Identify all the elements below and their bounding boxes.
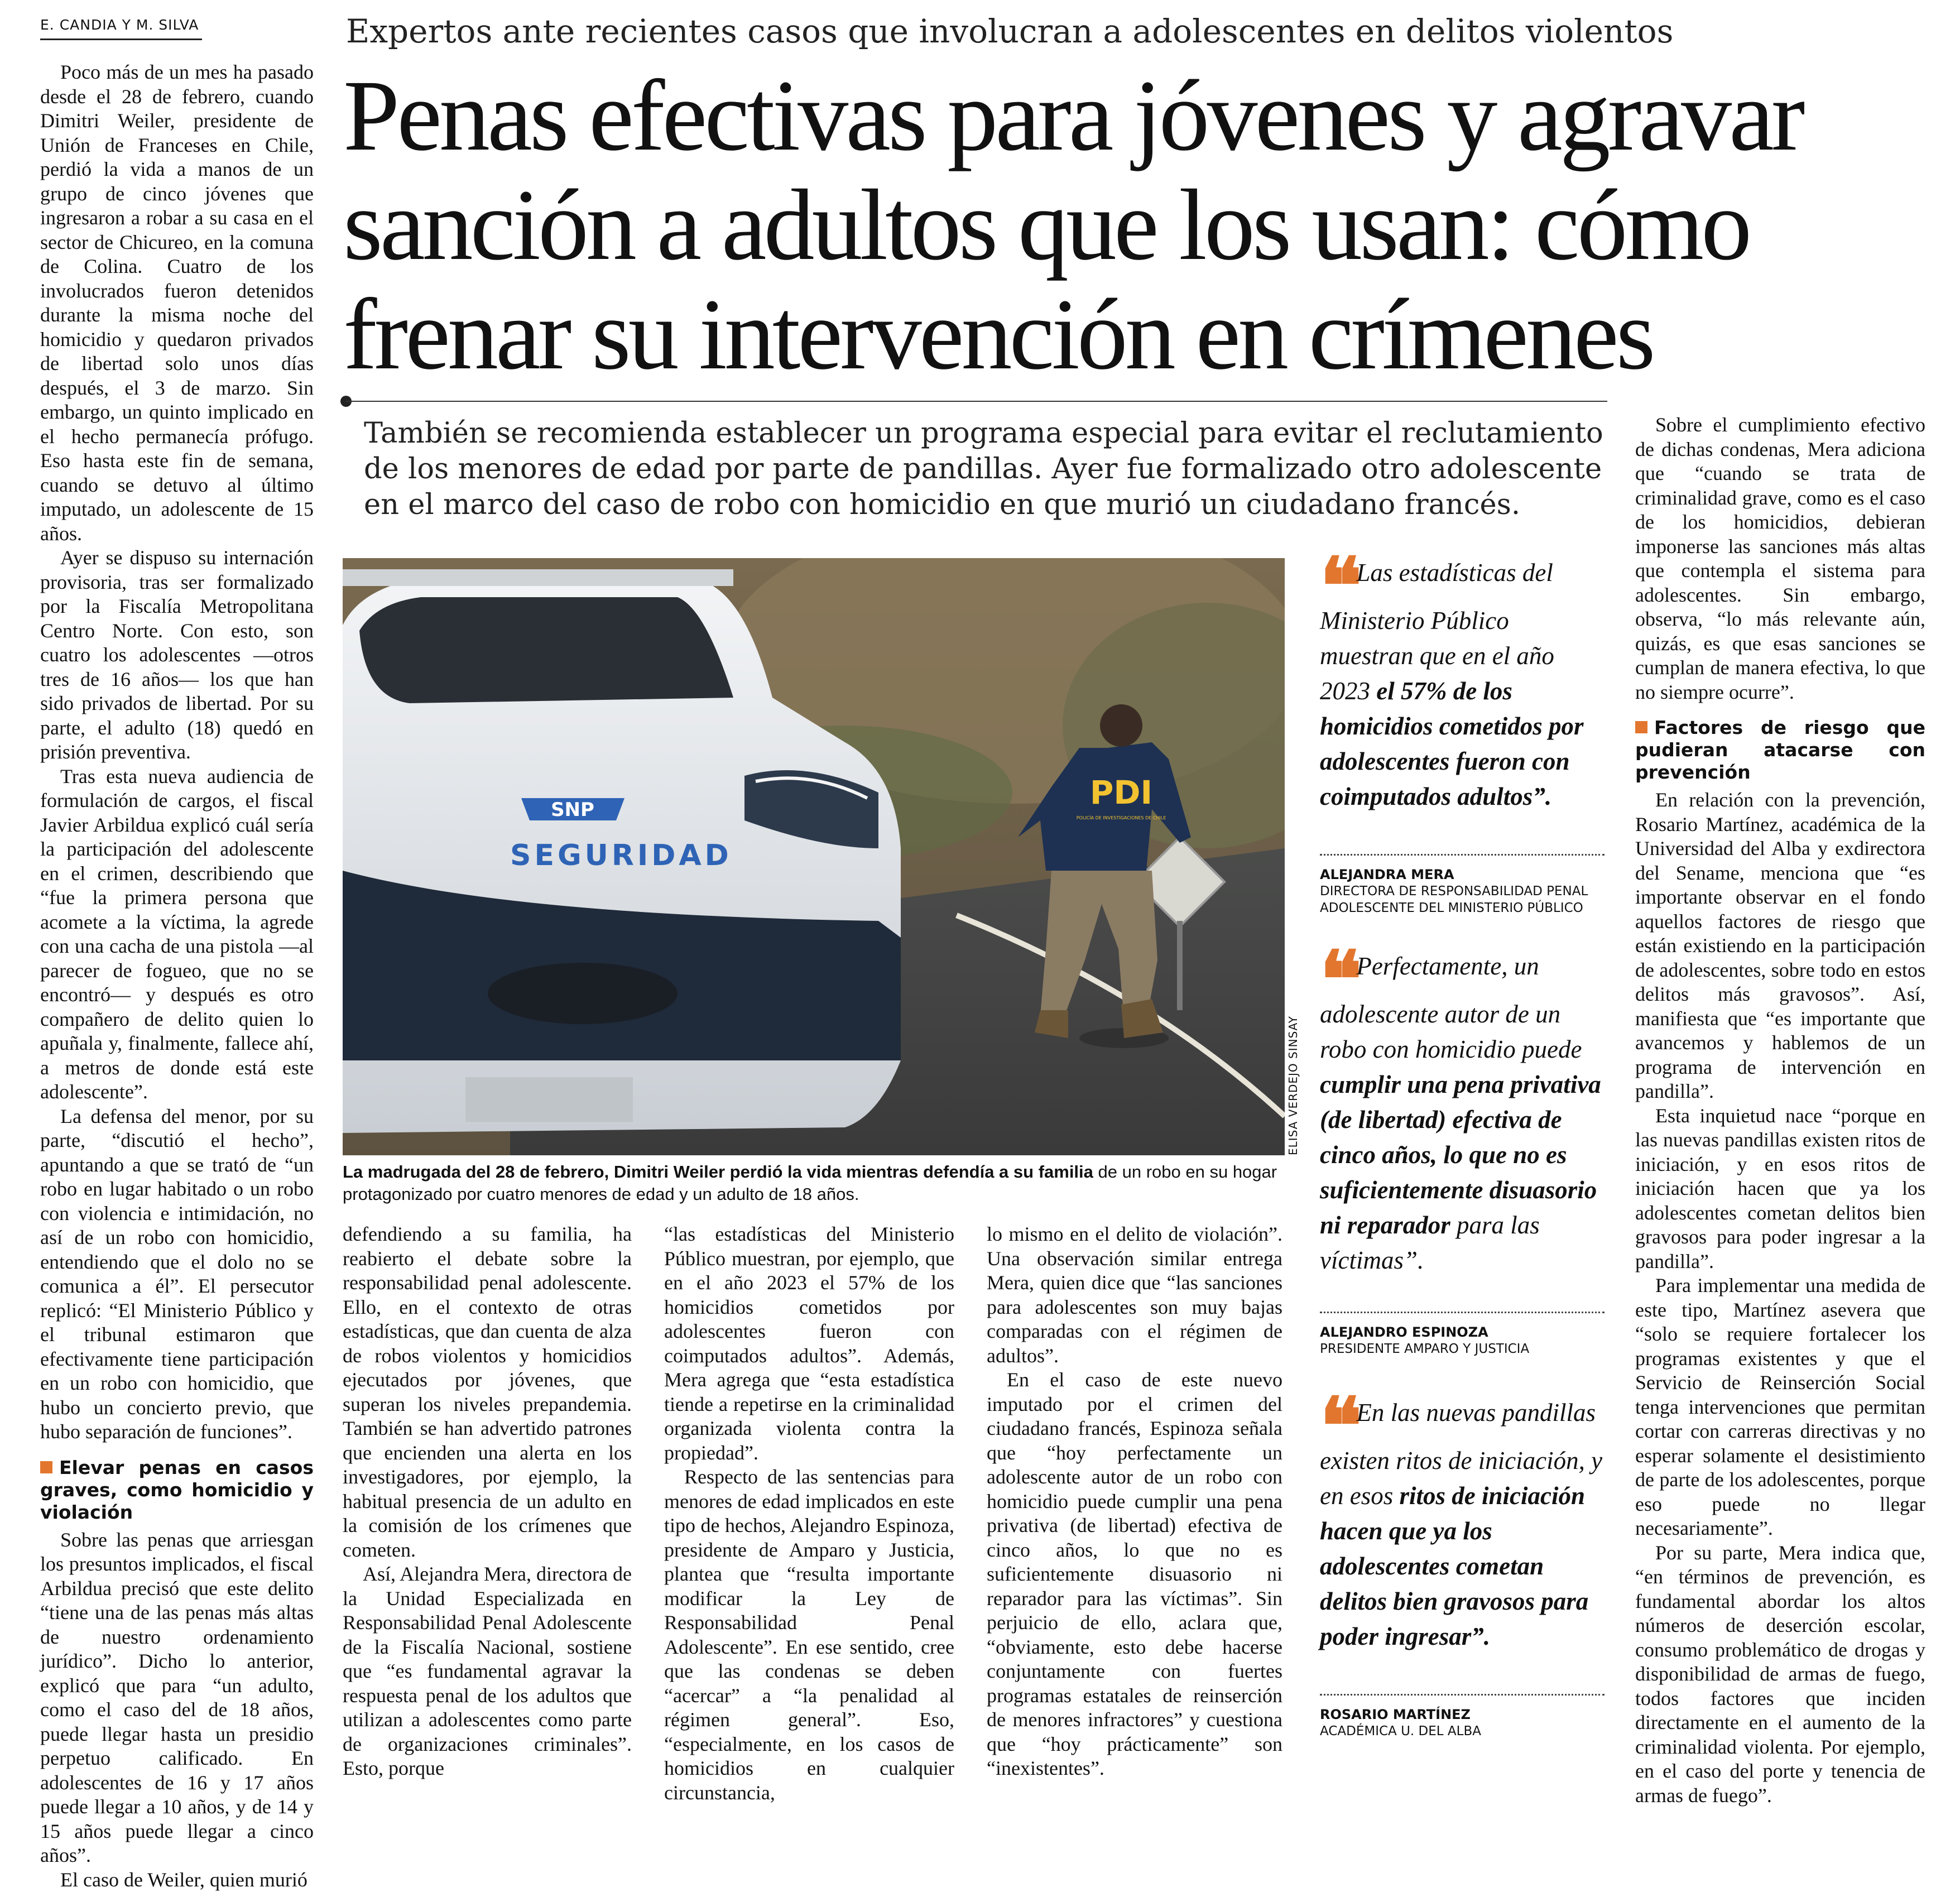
quote-role: ACADÉMICA U. DEL ALBA	[1320, 1723, 1610, 1740]
article-column-4	[987, 1222, 1282, 1781]
quote-attribution-3	[1320, 1706, 1610, 1740]
paragraph: Por su parte, Mera indica que, “en términos de prevención, es fundamental abordar los altos números de deserción escolar, consumo problemático de drogas y disponibilidad de armas de fuego, todos factores que inciden directamente en el aumento de la criminalidad violenta. Por ejemplo, en el caso del porte y tenencia de armas de fuego”.	[1635, 1541, 1925, 1808]
caption-bold: La madrugada del 28 de febrero, Dimitri Weiler perdió la vida mientras defendía a su familia	[343, 1162, 1093, 1182]
photo-credit	[1286, 954, 1303, 1155]
subheading	[1635, 717, 1925, 784]
jacket-text: PDI	[1090, 774, 1152, 811]
paragraph: Para implementar una medida de este tipo, Martínez asevera que “solo se requiere fortalecer los programas existentes y que el Servicio de Reinserción Social tenga intervenciones que permitan cortar con carreras directivas y no esperar solamente el desistimiento de parte de los adolescentes, porque eso puede no llegar necesariamente”.	[1635, 1274, 1925, 1541]
article-column-1	[40, 60, 314, 1892]
paragraph: Sobre las penas que arriesgan los presuntos implicados, el fiscal Arbildua precisó que este delito “tiene una de las penas más altas de nuestro ordenamiento jurídico”. Dicho lo anterior, explicó que para “un adulto, como el caso del de 18 años, puede llegar hasta un presidio perpetuo calificado. En adolescentes de 16 y 17 años puede llegar a 10 años, y de 14 y 15 años puede llegar a cinco años”.	[40, 1528, 314, 1868]
caption-rest: de un robo en su hogar protagonizado por cuatro menores de edad y un adulto de 18 años.	[343, 1162, 1277, 1204]
photo-caption	[343, 1161, 1285, 1206]
article-column-6	[1635, 413, 1925, 1808]
paragraph: En relación con la prevención, Rosario Martínez, académica de la Universidad del Alba y exdirectora del Sename, menciona que “es importante observar en el fondo aquellos factores de riesgo que están existiendo en la participación de adolescentes, sobre todo en estos delitos más gravosos”. Así, manifiesta que “es importante que avancemos y hablemos de un programa de intervención en pandilla”.	[1635, 788, 1925, 1104]
quote-mark-icon: ❝	[1320, 541, 1352, 632]
quote-bold-text: el 57% de los homicidios cometidos por adolescentes fueron con coimputados adultos”.	[1320, 677, 1584, 810]
quote-bold-text: cumplir una pena privativa (de libertad) efectiva de cinco años, lo que no es suficientemente disuasorio ni reparador	[1320, 1070, 1601, 1239]
paragraph: Esta inquietud nace “porque en las nuevas pandillas existen ritos de iniciación, y en esos ritos de iniciación hacen que ya los adolescentes cometan delitos bien gravosos para poder ingresar a la pandilla”.	[1635, 1104, 1925, 1274]
paragraph: Ayer se dispuso su internación provisoria, tras ser formalizado por la Fiscalía Metropolitana Centro Norte. Con esto, son cuatro los adolescentes —otros tres de 16 años— los que han sido privados de libertad. Por su parte, el adulto (18) quedó en prisión preventiva.	[40, 546, 314, 765]
subheading-text: Elevar penas en casos graves, como homicidio y violación	[40, 1457, 314, 1523]
quote-role: PRESIDENTE AMPARO Y JUSTICIA	[1320, 1341, 1610, 1357]
quote-separator	[1320, 1312, 1604, 1313]
photo-credit-text: ELISA VERDEJO SINSAY	[1286, 954, 1300, 1155]
paragraph: Respecto de las sentencias para menores de edad implicados en este tipo de hechos, Alejandro Espinoza, presidente de Amparo y Justicia, plantea que “resulta importante modificar la Ley de Responsabilidad Penal Adolescente”. En ese sentido, cree que las condenas se deben “acercar” a “la penalidad al régimen general”. Eso, “especialmente, en los casos de homicidios en cualquier circunstancia,	[664, 1465, 954, 1805]
paragraph: Así, Alejandra Mera, directora de la Unidad Especializada en Responsabilidad Penal Adolescente de la Fiscalía Nacional, sostiene que “es fundamental agravar la respuesta penal de los adultos que utilizan a adolescentes como parte de organizaciones criminales”. Esto, porque	[343, 1562, 632, 1781]
paragraph: defendiendo a su familia, ha reabierto el debate sobre la responsabilidad penal adolescente. Ello, en el contexto de otras estadísticas, que dan cuenta de alza de robos violentos y homicidios ejecutados por jóvenes, que superan los niveles prepandemia. También se han advertido patrones que encienden una alerta en los investigadores, por ejemplo, la habitual presencia de un adulto en la comisión de los crímenes que cometen.	[343, 1222, 632, 1562]
pull-quote-3	[1320, 1395, 1604, 1654]
quote-attribution-1	[1320, 866, 1610, 916]
article-column-2	[343, 1222, 632, 1781]
subheading-square-icon	[40, 1461, 52, 1473]
byline: E. CANDIA Y M. SILVA	[40, 17, 202, 40]
quote-bold-text: ritos de iniciación hacen que ya los adolescentes cometan delitos bien gravosos para poder ingresar”.	[1320, 1482, 1588, 1650]
headline: Penas efectivas para jóvenes y agravar sanción a adultos que los usan: cómo frenar su intervención en crímenes	[343, 61, 1945, 390]
quote-text: Perfectamente, un adolescente autor de un robo con homicidio puede	[1320, 952, 1582, 1063]
quote-author: ALEJANDRA MERA	[1320, 866, 1610, 883]
paragraph: El caso de Weiler, quien murió	[40, 1868, 314, 1892]
quote-tail-text: para las víctimas”.	[1320, 1211, 1540, 1274]
news-photo	[343, 558, 1285, 1155]
kicker: Expertos ante recientes casos que involucran a adolescentes en delitos violentos	[346, 12, 1673, 50]
quote-attribution-2	[1320, 1324, 1610, 1357]
quote-mark-icon: ❝	[1320, 1381, 1352, 1472]
quote-separator	[1320, 854, 1604, 856]
vehicle-text: SEGURIDAD	[510, 839, 732, 872]
paragraph: Tras esta nueva audiencia de formulación de cargos, el fiscal Javier Arbildua explicó cuál sería la participación del adolescente en el crimen, describiendo que “fue la primera persona que acomete a la víctima, la agrede con una cacha de una pistola —al parecer de fogueo, que no se encontró— y después es otro compañero de delito quien lo apuñala y, finalmente, fallece ahí, a metros de donde está este adolescente”.	[40, 765, 314, 1105]
quote-author: ROSARIO MARTÍNEZ	[1320, 1706, 1610, 1723]
photo-illustration	[343, 558, 1285, 1155]
jacket-small-text: POLICÍA DE INVESTIGACIONES DE CHILE	[1077, 814, 1166, 820]
quote-role: DIRECTORA DE RESPONSABILIDAD PENAL ADOLESCENTE DEL MINISTERIO PÚBLICO	[1320, 883, 1610, 916]
quote-mark-icon: ❝	[1320, 934, 1352, 1026]
paragraph: lo mismo en el delito de violación”. Una observación similar entrega Mera, quien dice que “las sanciones para adolescentes son muy bajas comparadas con el régimen de adultos”.	[987, 1222, 1282, 1368]
quote-separator	[1320, 1694, 1604, 1696]
pull-quote-2	[1320, 949, 1604, 1278]
paragraph: Poco más de un mes ha pasado desde el 28 de febrero, cuando Dimitri Weiler, presidente de Unión de Franceses en Chile, perdió la vida a manos de un grupo de cinco jóvenes que ingresaron a robar a su casa en el sector de Chicureo, en la comuna de Colina. Cuatro de los involucrados fueron detenidos durante la misma noche del homicidio y quedaron privados de libertad solo unos días después, el 3 de marzo. Sin embargo, un quinto implicado en el hecho permanecía prófugo. Eso hasta este fin de semana, cuando se detuvo al último imputado, un adolescente de 15 años.	[40, 60, 314, 546]
subheading-text: Factores de riesgo que pudieran atacarse con prevención	[1635, 717, 1925, 783]
article-column-3	[664, 1222, 954, 1805]
vehicle-logo-text: SNP	[551, 799, 594, 821]
paragraph: Sobre el cumplimiento efectivo de dichas condenas, Mera adiciona que “cuando se trata de criminalidad grave, como es el caso de los homicidios, debieran imponerse las sanciones más altas que contempla el sistema para adolescentes. Sin embargo, observa, “lo más relevante aún, quizás, es que esas sanciones se cumplan de manera efectiva, lo que no siempre ocurre”.	[1635, 413, 1925, 704]
paragraph: “las estadísticas del Ministerio Público muestran, por ejemplo, que en el año 2023 el 57% de los homicidios cometidos por adolescentes fueron con coimputados adultos”. Además, Mera agrega que “esta estadística tiende a repetirse en la criminalidad organizada violenta contra la propiedad”.	[664, 1222, 954, 1465]
deck-rule	[346, 401, 1607, 402]
quote-text: Las estadísticas del Ministerio Público muestran que en el año 2023	[1320, 559, 1554, 705]
paragraph: En el caso de este nuevo imputado por el crimen del ciudadano francés, Espinoza señala que “hoy perfectamente un adolescente autor de un robo con homicidio puede cumplir una pena privativa (de libertad) efectiva de cinco años, lo que no es suficientemente disuasorio ni reparador para las víctimas”. Sin perjuicio de ello, aclara que, “obviamente, esto debe hacerse conjuntamente con fuertes programas estatales de reinserción de menores infractores” y cuestiona que “hoy prácticamente” son “inexistentes”.	[987, 1368, 1282, 1781]
subheading	[40, 1457, 314, 1524]
subheading-square-icon	[1635, 721, 1647, 733]
quote-text: En las nuevas pandillas existen ritos de iniciación, y en esos	[1320, 1399, 1602, 1510]
paragraph: La defensa del menor, por su parte, “discutió el hecho”, apuntando a que se trató de “un robo en lugar habitado o un robo con violencia e intimidación, no así de un robo con homicidio, entendiendo que el dolo no se comunica a él”. El persecutor replicó: “El Ministerio Público y el tribunal estimaron que efectivamente tiene participación en un robo con homicidio, que hubo un concierto previo, que hubo separación de funciones”.	[40, 1105, 314, 1444]
quote-author: ALEJANDRO ESPINOZA	[1320, 1324, 1610, 1341]
deck: También se recomienda establecer un programa especial para evitar el reclutamiento de los menores de edad por parte de pandillas. Ayer fue formalizado otro adolescente en el marco del caso de robo con homicidio en que murió un ciudadano francés.	[364, 416, 1620, 523]
pull-quote-1	[1320, 555, 1604, 814]
